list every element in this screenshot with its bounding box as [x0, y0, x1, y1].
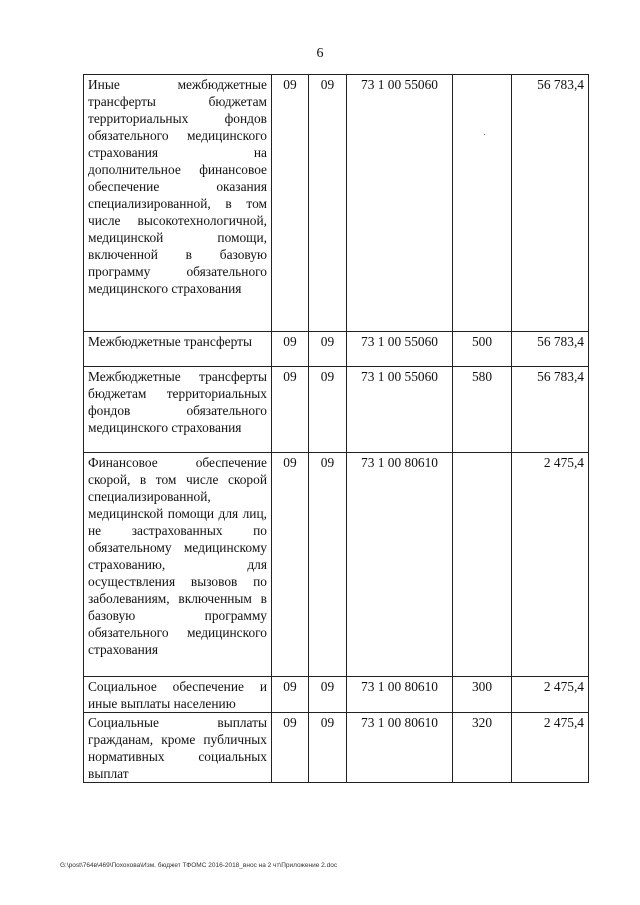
row-rz: 09 [272, 677, 309, 713]
budget-table [83, 74, 589, 783]
row-rz: 09 [272, 453, 309, 677]
footer-file-path: G:\post\764в\469\Похохова\Изм. бюджет ТФОМС 2016-2018_внос на 2 чт\Приложение 2.doc [60, 862, 338, 869]
row-sum: 56 783,4 [512, 332, 589, 367]
row-name: Финансовое обеспечение скорой, в том числе скорой специализированной, медицинской помощи для лиц, не застрахованных по обязательному медицинскому страхованию, для осуществления вызовов по заболеваниям, включенным в базовую программу обязательного медицинского страхования [84, 453, 272, 677]
row-rz: 09 [272, 367, 309, 453]
row-vr: 500 [453, 332, 512, 367]
row-name: Социальное обеспечение и иные выплаты населению [84, 677, 272, 713]
row-pr: 09 [309, 713, 347, 783]
row-pr: 09 [309, 677, 347, 713]
table-row [84, 677, 589, 713]
table-row [84, 453, 589, 677]
row-sum: 2 475,4 [512, 453, 589, 677]
row-name: Социальные выплаты гражданам, кроме публичных нормативных социальных выплат [84, 713, 272, 783]
row-vr [453, 75, 512, 332]
row-vr: 300 [453, 677, 512, 713]
row-sum: 2 475,4 [512, 713, 589, 783]
row-csr: 73 1 00 80610 [347, 677, 453, 713]
row-sum: 56 783,4 [512, 75, 589, 332]
row-pr: 09 [309, 367, 347, 453]
row-rz: 09 [272, 713, 309, 783]
row-csr: 73 1 00 55060 [347, 367, 453, 453]
row-vr: 580 [453, 367, 512, 453]
row-name: Межбюджетные трансферты бюджетам территориальных фондов обязательного медицинского страхования [84, 367, 272, 453]
row-name: Иные межбюджетные трансферты бюджетам территориальных фондов обязательного медицинского страхования на дополнительное финансовое обеспечение оказания специализированной, в том числе высокотехнологичной, медицинской помощи, включенной в базовую программу обязательного медицинского страхования [84, 75, 272, 332]
table-row [84, 332, 589, 367]
row-pr: 09 [309, 332, 347, 367]
row-csr: 73 1 00 55060 [347, 75, 453, 332]
row-vr [453, 453, 512, 677]
scan-speck [484, 134, 485, 135]
row-name: Межбюджетные трансферты [84, 332, 272, 367]
row-csr: 73 1 00 55060 [347, 332, 453, 367]
row-rz: 09 [272, 332, 309, 367]
row-vr: 320 [453, 713, 512, 783]
table-row [84, 75, 589, 332]
table-row [84, 367, 589, 453]
row-sum: 56 783,4 [512, 367, 589, 453]
row-pr: 09 [309, 75, 347, 332]
row-csr: 73 1 00 80610 [347, 713, 453, 783]
row-rz: 09 [272, 75, 309, 332]
row-csr: 73 1 00 80610 [347, 453, 453, 677]
table-row [84, 713, 589, 783]
row-pr: 09 [309, 453, 347, 677]
row-sum: 2 475,4 [512, 677, 589, 713]
page-number: 6 [316, 46, 324, 61]
